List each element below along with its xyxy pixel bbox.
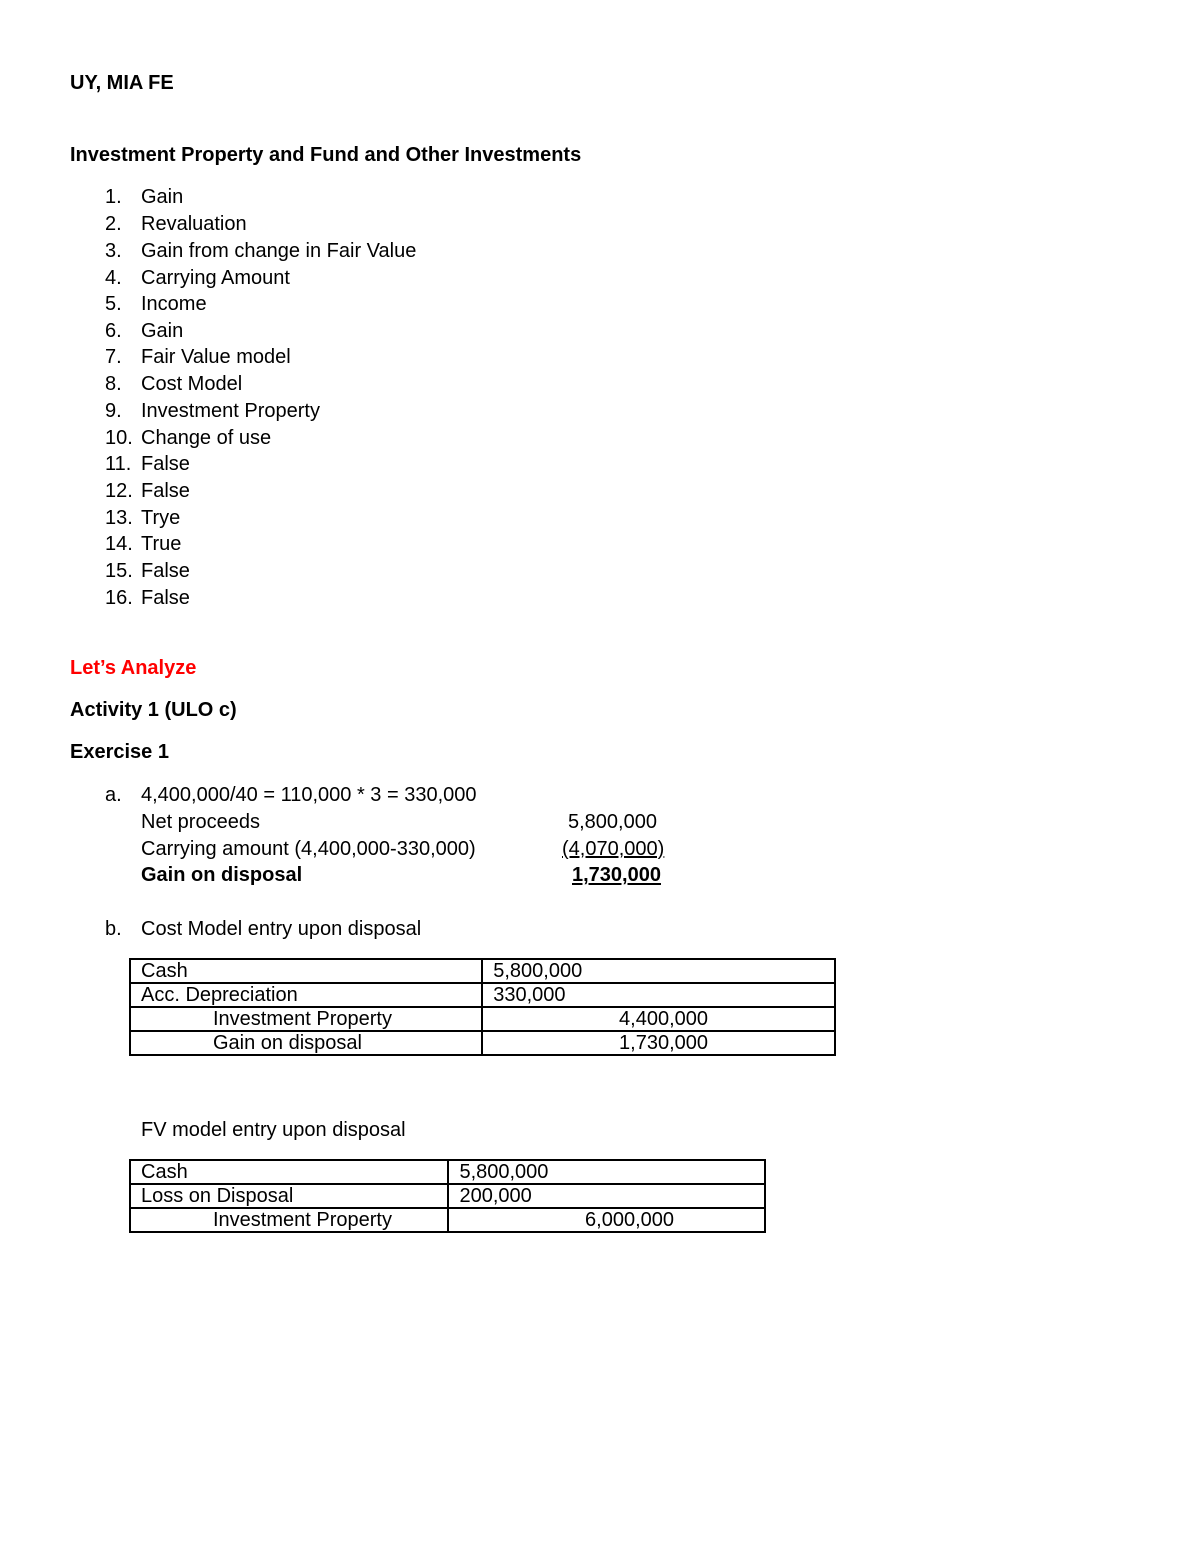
student-name: UY, MIA FE: [70, 72, 174, 94]
list-item: 10. Change of use: [105, 427, 272, 449]
carrying-amount-value: (4,070,000): [562, 838, 665, 860]
account-cell: Acc. Depreciation: [130, 983, 482, 1007]
table-row: [130, 959, 835, 983]
list-item: 12. False: [105, 480, 190, 502]
account-cell: Investment Property: [130, 1007, 482, 1031]
amount-cell: 5,800,000: [482, 959, 835, 983]
gain-on-disposal-value: 1,730,000: [572, 864, 661, 886]
exercise-heading: Exercise 1: [70, 741, 169, 763]
list-item: 15. False: [105, 560, 190, 582]
document-title: Investment Property and Fund and Other Investments: [70, 144, 582, 166]
fv-model-entry-table: [129, 1159, 766, 1233]
amount-cell: 200,000: [448, 1184, 765, 1208]
list-item: 4. Carrying Amount: [105, 267, 290, 289]
table-row: [130, 1160, 765, 1184]
cost-model-entry-table: [129, 958, 836, 1056]
list-item: 2. Revaluation: [105, 213, 247, 235]
list-item: 13. Trye: [105, 507, 181, 529]
list-item: 8. Cost Model: [105, 373, 243, 395]
table-row: [130, 1031, 835, 1055]
net-proceeds-value: 5,800,000: [568, 811, 657, 833]
amount-cell: 330,000: [482, 983, 835, 1007]
account-cell: Cash: [130, 1160, 448, 1184]
net-proceeds-label: Net proceeds: [141, 811, 260, 833]
section-heading: Let’s Analyze: [70, 657, 197, 679]
gain-on-disposal-label: Gain on disposal: [141, 864, 303, 886]
table-row: [130, 1184, 765, 1208]
table-row: [130, 1007, 835, 1031]
activity-heading: Activity 1 (ULO c): [70, 699, 237, 721]
cost-model-title: Cost Model entry upon disposal: [141, 918, 422, 940]
carrying-amount-label: Carrying amount (4,400,000-330,000): [141, 838, 476, 860]
amount-cell: 1,730,000: [482, 1031, 835, 1055]
part-b-label: b.: [105, 918, 122, 940]
amount-cell: 5,800,000: [448, 1160, 765, 1184]
account-cell: Investment Property: [130, 1208, 448, 1232]
list-item: 5. Income: [105, 293, 207, 315]
fv-model-title: FV model entry upon disposal: [141, 1119, 406, 1141]
account-cell: Loss on Disposal: [130, 1184, 448, 1208]
list-item: 3. Gain from change in Fair Value: [105, 240, 417, 262]
list-item: 16. False: [105, 587, 190, 609]
table-row: [130, 983, 835, 1007]
part-a-formula: 4,400,000/40 = 110,000 * 3 = 330,000: [141, 784, 477, 806]
amount-cell: 4,400,000: [482, 1007, 835, 1031]
account-cell: Cash: [130, 959, 482, 983]
list-item: 7. Fair Value model: [105, 346, 291, 368]
amount-cell: 6,000,000: [448, 1208, 765, 1232]
list-item: 9. Investment Property: [105, 400, 320, 422]
list-item: 1. Gain: [105, 186, 184, 208]
list-item: 11. False: [105, 453, 190, 475]
list-item: 6. Gain: [105, 320, 184, 342]
list-item: 14. True: [105, 533, 182, 555]
table-row: [130, 1208, 765, 1232]
part-a-label: a.: [105, 784, 122, 806]
account-cell: Gain on disposal: [130, 1031, 482, 1055]
